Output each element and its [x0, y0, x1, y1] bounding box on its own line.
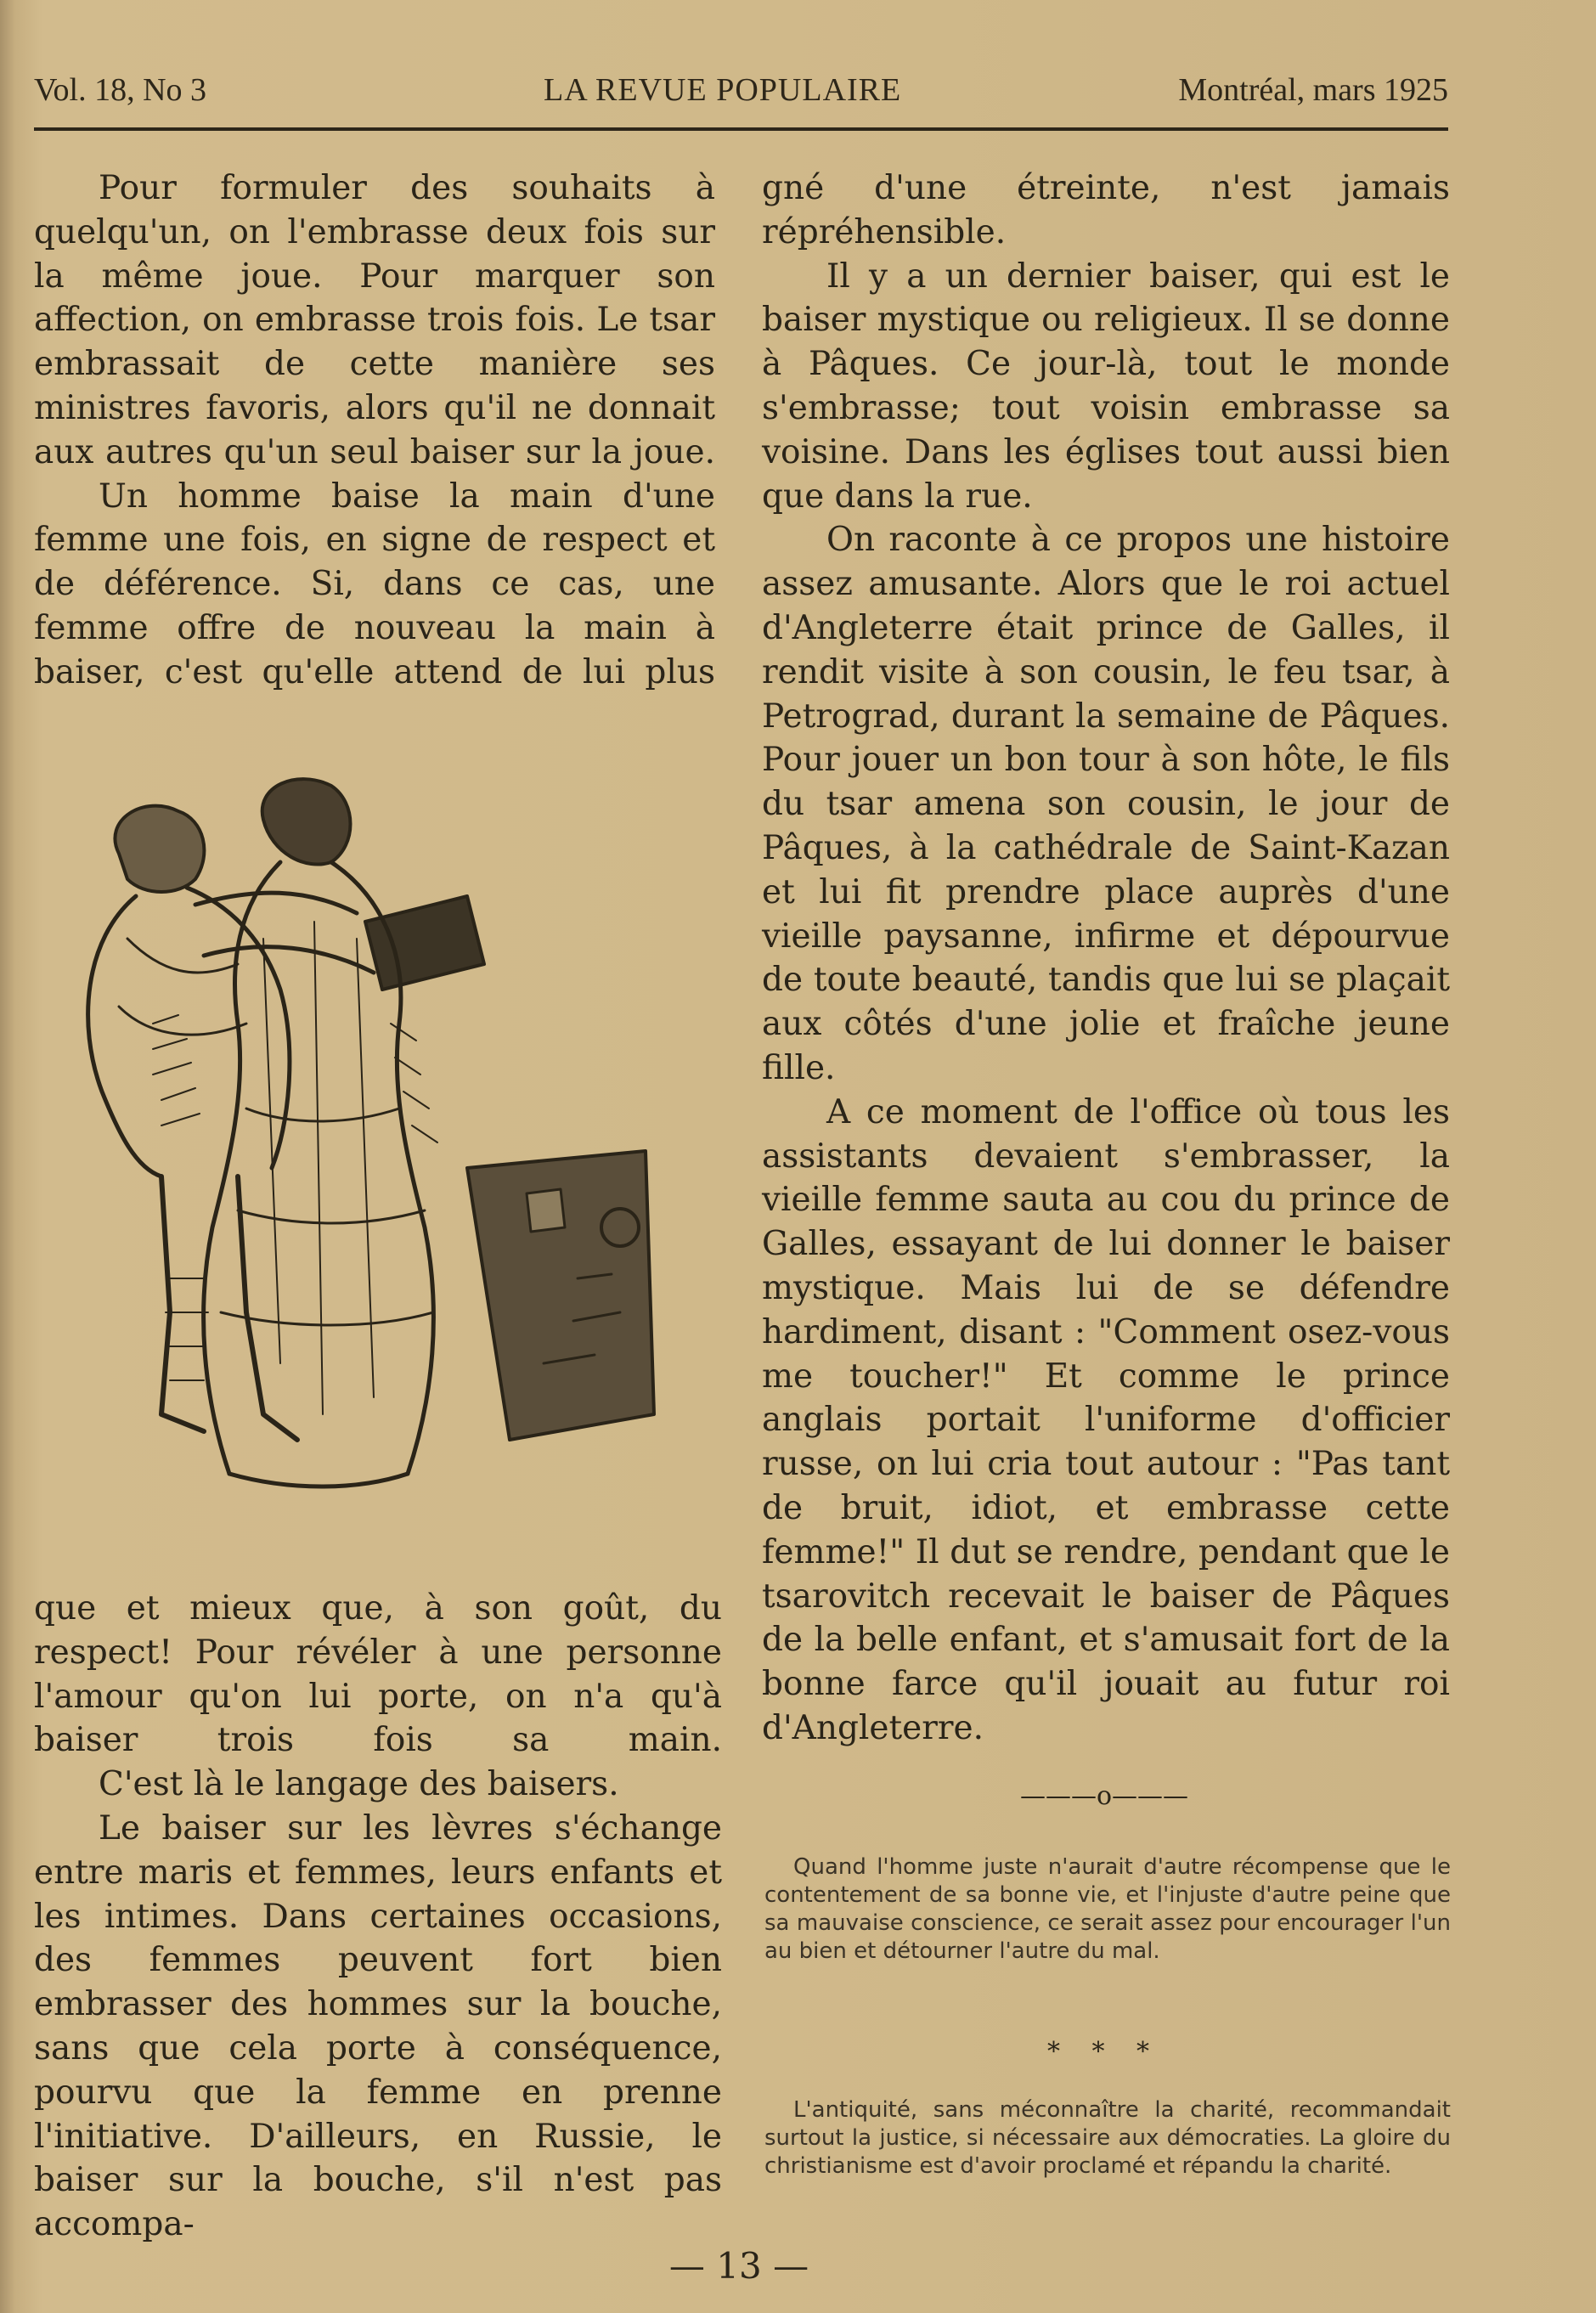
- page-number: — 13 —: [668, 2245, 809, 2287]
- paragraph: A ce moment de l'office où tous les assistants devaient s'embrasser, la vieille femme sauta au cou du prince de Galles, essayant de lui donner le baiser mystique. Mais lui de se défendre hardiment, disant : "Comment osez-vous me toucher!" Et comme le prince anglais portait l'uniforme d'officier russe, on lui cria tout autour : "Pas tant de bruit, idiot, et embrasse cette femme!" Il dut se rendre, pendant que le tsarovitch recevait le baiser de Pâques de la belle enfant, et s'amusait fort de la bonne farce qu'il jouait au futur roi d'Angleterre.: [762, 1092, 1450, 1747]
- paragraph: Il y a un dernier baiser, qui est le baiser mystique ou religieux. Il se donne à Pâques. Ce jour-là, tout le monde s'embrasse; tout voisin embrasse sa voisine. Dans les églises tout aussi bien que dans la rue.: [762, 257, 1450, 516]
- paragraph: On raconte à ce propos une histoire assez amusante. Alors que le roi actuel d'Angleterre était prince de Galles, il rendit visite à son cousin, le feu tsar, à Petrograd, durant la semaine de Pâques. Pour jouer un bon tour à son hôte, le fils du tsar amena son cousin, le jour de Pâques, à la cathédrale de Saint-Kazan et lui fit prendre place auprès d'une vieille paysanne, infirme et dépourvue de toute beauté, tandis que lui se plaçait aux côtés d'une jolie et fraîche jeune fille.: [762, 521, 1450, 1087]
- quote-text: Quand l'homme juste n'aurait d'autre récompense que le contentement de sa bonne vie, et l'injuste d'autre peine que sa mauvaise conscience, ce serait assez pour encourager l'un au bien et détourner l'autre du mal.: [764, 1854, 1451, 1964]
- header-place-date: Montréal, mars 1925: [1178, 72, 1448, 108]
- section-separator: ———o———: [1019, 1781, 1189, 1811]
- left-column-top: [34, 166, 715, 695]
- header-volume: Vol. 18, No 3: [34, 72, 207, 108]
- paragraph: Pour formuler des souhaits à quelqu'un, on l'embrasse deux fois sur la même joue. Pour marquer son affection, on embrasse trois fois. Le tsar embrassait de cette manière ses ministres favoris, alors qu'il ne donnait aux autres qu'un seul baiser sur la joue.: [34, 169, 715, 471]
- header-publication: LA REVUE POPULAIRE: [544, 72, 902, 108]
- paragraph: Le baiser sur les lèvres s'échange entre maris et femmes, leurs enfants et les intimes. Dans certaines occasions, des femmes peuvent fort bien embrasser des hommes sur la bouche, sans que cela porte à conséquence, pourvu que la femme en prenne l'initiative. D'ailleurs, en Russie, le baiser sur la bouche, s'il n'est pas accompa-: [34, 1808, 722, 2244]
- right-column: [762, 166, 1450, 1751]
- quote-justice: [764, 1853, 1451, 1966]
- paragraph: C'est là le langage des baisers.: [99, 1765, 619, 1804]
- running-header: [34, 71, 1448, 114]
- quote-text: L'antiquité, sans méconnaître la charité, recommandait surtout la justice, si nécessaire aux démocraties. La gloire du christianisme est d'avoir proclamé et répandu la charité.: [764, 2097, 1451, 2179]
- stars-separator: * * *: [1046, 2037, 1162, 2067]
- quote-charity: [764, 2096, 1451, 2180]
- header-rule: [34, 127, 1448, 131]
- paragraph: Un homme baise la main d'une femme une fois, en signe de respect et de déférence. Si, dans ce cas, une femme offre de nouveau la main à baiser, c'est qu'elle attend de lui plus: [34, 477, 715, 691]
- paragraph: gné d'une étreinte, n'est jamais répréhensible.: [762, 169, 1450, 251]
- illustration-embracing-couple: [68, 769, 663, 1499]
- left-column-bottom: [34, 1587, 722, 2247]
- paragraph: que et mieux que, à son goût, du respect! Pour révéler à une personne l'amour qu'on lui porte, on n'a qu'à baiser trois fois sa main.: [34, 1589, 722, 1760]
